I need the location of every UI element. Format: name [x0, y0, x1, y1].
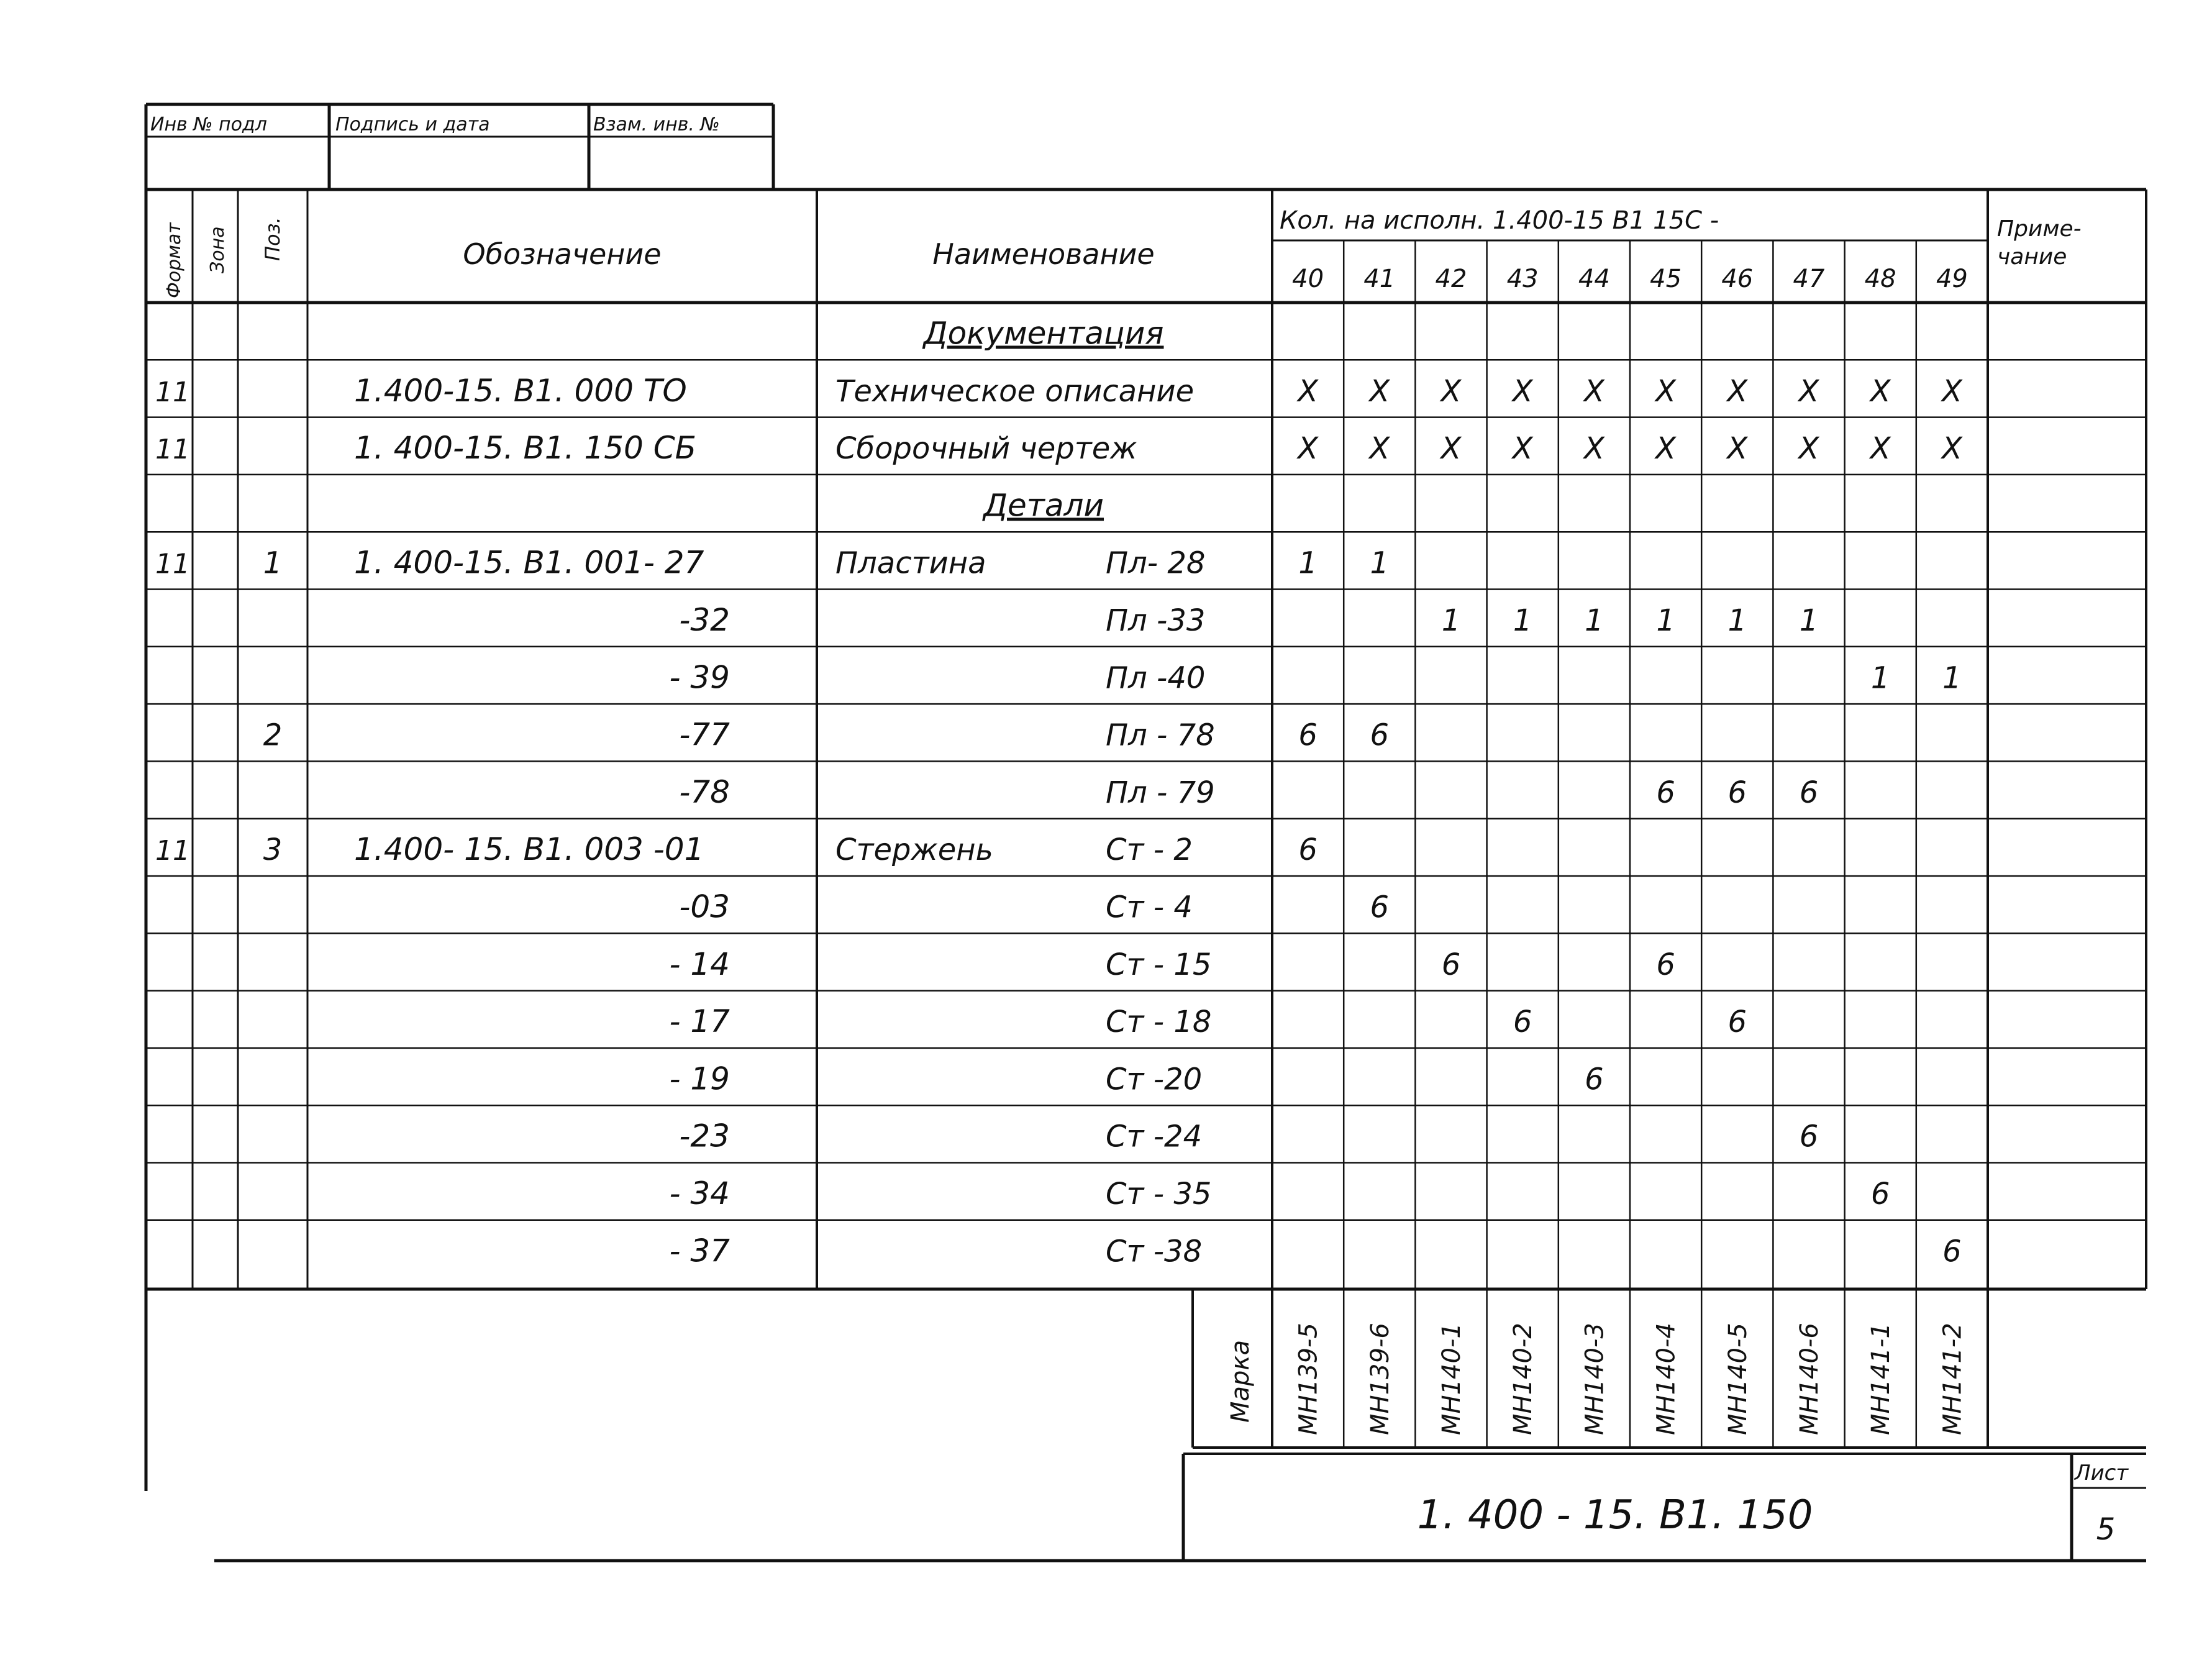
mark-value: МН141-2: [1938, 1323, 1967, 1435]
cell-quantity: 6: [1727, 1005, 1747, 1040]
cell-quantity: 1: [1942, 660, 1962, 696]
variant-column-header: 48: [1864, 265, 1896, 293]
cell-quantity: 6: [1513, 1005, 1532, 1040]
table-row: [669, 1003, 1747, 1039]
cell-quantity: 1: [1727, 603, 1747, 638]
cell-quantity: 6: [1298, 718, 1318, 753]
table-row: [669, 946, 1675, 982]
mark-value: МН140-1: [1437, 1323, 1466, 1435]
table-row: [669, 1061, 1603, 1097]
cell-position: 2: [263, 718, 283, 753]
cell-designation: - 19: [669, 1061, 730, 1097]
sheet-number: 5: [2096, 1512, 2116, 1547]
variant-column-header: 45: [1650, 265, 1682, 293]
cell-quantity: X: [1727, 431, 1748, 467]
cell-designation: - 37: [669, 1233, 730, 1269]
mark-value: МН140-4: [1652, 1323, 1681, 1435]
cell-quantity: 1: [1799, 603, 1819, 638]
section-title: Документация: [923, 315, 1164, 352]
cell-quantity: X: [1512, 373, 1533, 409]
variant-column-header: 46: [1721, 265, 1754, 293]
table-row: [155, 373, 1963, 409]
cell-designation: 1.400- 15. В1. 003 -01: [354, 831, 704, 868]
cell-quantity: 6: [1942, 1234, 1962, 1269]
cell-quantity: X: [1369, 373, 1390, 409]
cell-name-ref: Ст -24: [1106, 1119, 1203, 1154]
table-row: [669, 659, 1961, 695]
cell-quantity: X: [1512, 431, 1533, 467]
cell-quantity: 1: [1513, 603, 1532, 638]
variant-column-header: 42: [1435, 265, 1467, 293]
cell-format: 11: [155, 434, 190, 466]
cell-designation: -32: [679, 601, 730, 638]
variant-column-header: 40: [1292, 265, 1324, 293]
cell-designation: 1. 400-15. В1. 150 СБ: [354, 430, 696, 467]
header-name: Наименование: [932, 237, 1155, 271]
cell-quantity: X: [1298, 431, 1319, 467]
cell-name-ref: Ст - 15: [1106, 947, 1212, 982]
cell-designation: - 39: [669, 659, 730, 696]
header-pos: Поз.: [261, 217, 284, 261]
variant-column-header: 43: [1506, 265, 1539, 293]
title-block-frame: [214, 1454, 2146, 1561]
cell-quantity: 6: [1656, 947, 1675, 982]
cell-name-ref: Пл - 78: [1106, 718, 1215, 753]
table-row: [679, 888, 1389, 924]
cell-name: Сборочный чертеж: [835, 431, 1137, 467]
cell-quantity: X: [1941, 431, 1962, 467]
cell-designation: 1. 400-15. В1. 001- 27: [354, 544, 704, 581]
mark-value: МН140-5: [1723, 1323, 1752, 1435]
table-row: [669, 1233, 1961, 1269]
cell-quantity: 1: [1585, 603, 1604, 638]
table-row: [679, 774, 1818, 810]
cell-quantity: X: [1727, 373, 1748, 409]
marks-label: Марка: [1226, 1339, 1255, 1423]
cell-quantity: 1: [1656, 603, 1675, 638]
cell-quantity: X: [1655, 373, 1677, 409]
cell-designation: - 14: [669, 946, 730, 982]
cell-quantity: 6: [1298, 833, 1318, 868]
cell-name-ref: Ст - 35: [1106, 1176, 1212, 1211]
cell-quantity: 6: [1656, 775, 1675, 810]
cell-quantity: X: [1441, 431, 1462, 467]
cell-quantity: 6: [1870, 1176, 1890, 1211]
table-row: [155, 831, 1318, 867]
cell-quantity: X: [1655, 431, 1677, 467]
mark-value: МН139-6: [1365, 1323, 1395, 1435]
cell-quantity: X: [1583, 431, 1604, 467]
cell-name-ref: Пл -40: [1106, 660, 1206, 696]
cell-position: 3: [263, 833, 283, 868]
mark-value: МН141-1: [1867, 1323, 1896, 1435]
cell-designation: -77: [679, 716, 730, 753]
cell-quantity: 6: [1799, 775, 1819, 810]
table-row: [155, 545, 1389, 581]
header-designation: Обозначение: [463, 237, 662, 271]
cell-designation: -78: [679, 773, 730, 810]
variant-column-header: 47: [1793, 265, 1825, 293]
table-body: [155, 315, 1963, 1269]
header-format: Формат: [163, 222, 185, 298]
mark-value: МН140-6: [1795, 1323, 1824, 1435]
table-row: [669, 1175, 1890, 1211]
stamp-header-signature: Подпись и дата: [335, 114, 490, 135]
cell-designation: 1.400-15. В1. 000 ТО: [354, 372, 687, 409]
cell-quantity: 6: [1370, 890, 1390, 925]
cell-designation: - 34: [669, 1175, 730, 1211]
cell-quantity: X: [1798, 431, 1819, 467]
cell-quantity: 1: [1870, 660, 1890, 696]
cell-designation: -23: [679, 1118, 730, 1154]
sheet-label: Лист: [2075, 1461, 2129, 1485]
stamp-header-inv: Инв № подл: [150, 114, 267, 135]
cell-name-ref: Пл -33: [1106, 603, 1206, 638]
cell-name-ref: Пл - 79: [1106, 775, 1215, 810]
header-zone: Зона: [207, 226, 229, 273]
section-row: [922, 315, 1164, 351]
cell-quantity: 6: [1441, 947, 1461, 982]
cell-quantity: 6: [1799, 1119, 1819, 1154]
cell-name-ref: Пл- 28: [1106, 545, 1206, 581]
header-qty-title: Кол. на исполн. 1.400-15 В1 15С -: [1280, 206, 1719, 235]
mark-value: МН140-2: [1509, 1323, 1538, 1435]
cell-quantity: X: [1298, 373, 1319, 409]
cell-designation: -03: [679, 888, 730, 925]
cell-quantity: 6: [1727, 775, 1747, 810]
cell-quantity: X: [1369, 431, 1390, 467]
cell-quantity: X: [1941, 373, 1962, 409]
cell-name: Стержень: [835, 833, 993, 868]
table-row: [679, 602, 1818, 638]
cell-name-ref: Ст - 2: [1106, 833, 1193, 868]
cell-name: Пластина: [835, 545, 986, 581]
cell-position: 1: [263, 545, 283, 581]
cell-quantity: 6: [1585, 1062, 1604, 1097]
cell-quantity: 6: [1370, 718, 1390, 753]
section-row: [982, 487, 1104, 523]
cell-name-ref: Ст -20: [1106, 1062, 1203, 1097]
table-row: [263, 717, 1389, 753]
cell-format: 11: [155, 548, 190, 580]
cell-name-ref: Ст -38: [1106, 1234, 1203, 1269]
cell-name-ref: Ст - 4: [1106, 890, 1193, 925]
cell-quantity: X: [1798, 373, 1819, 409]
cell-designation: - 17: [669, 1003, 730, 1040]
cell-format: 11: [155, 376, 190, 408]
section-title: Детали: [983, 487, 1104, 524]
cell-quantity: 1: [1441, 603, 1461, 638]
cell-name-ref: Ст - 18: [1106, 1005, 1212, 1040]
variant-column-header: 44: [1578, 265, 1610, 293]
stamp-header-replace: Взам. инв. №: [593, 114, 720, 135]
header-note: Приме-чание: [1997, 216, 2082, 270]
mark-value: МН140-3: [1580, 1323, 1609, 1435]
table-row: [155, 430, 1963, 466]
table-row: [679, 1118, 1818, 1154]
cell-quantity: 1: [1298, 545, 1318, 581]
cell-quantity: X: [1583, 373, 1604, 409]
variant-column-header: 41: [1363, 265, 1396, 293]
variant-column-header: 49: [1936, 265, 1968, 293]
cell-quantity: 1: [1370, 545, 1390, 581]
cell-name: Техническое описание: [835, 373, 1195, 409]
cell-quantity: X: [1870, 373, 1891, 409]
cell-quantity: X: [1441, 373, 1462, 409]
cell-format: 11: [155, 835, 190, 867]
document-number: 1. 400 - 15. В1. 150: [1417, 1492, 1813, 1538]
mark-value: МН139-5: [1294, 1323, 1323, 1435]
cell-quantity: X: [1870, 431, 1891, 467]
